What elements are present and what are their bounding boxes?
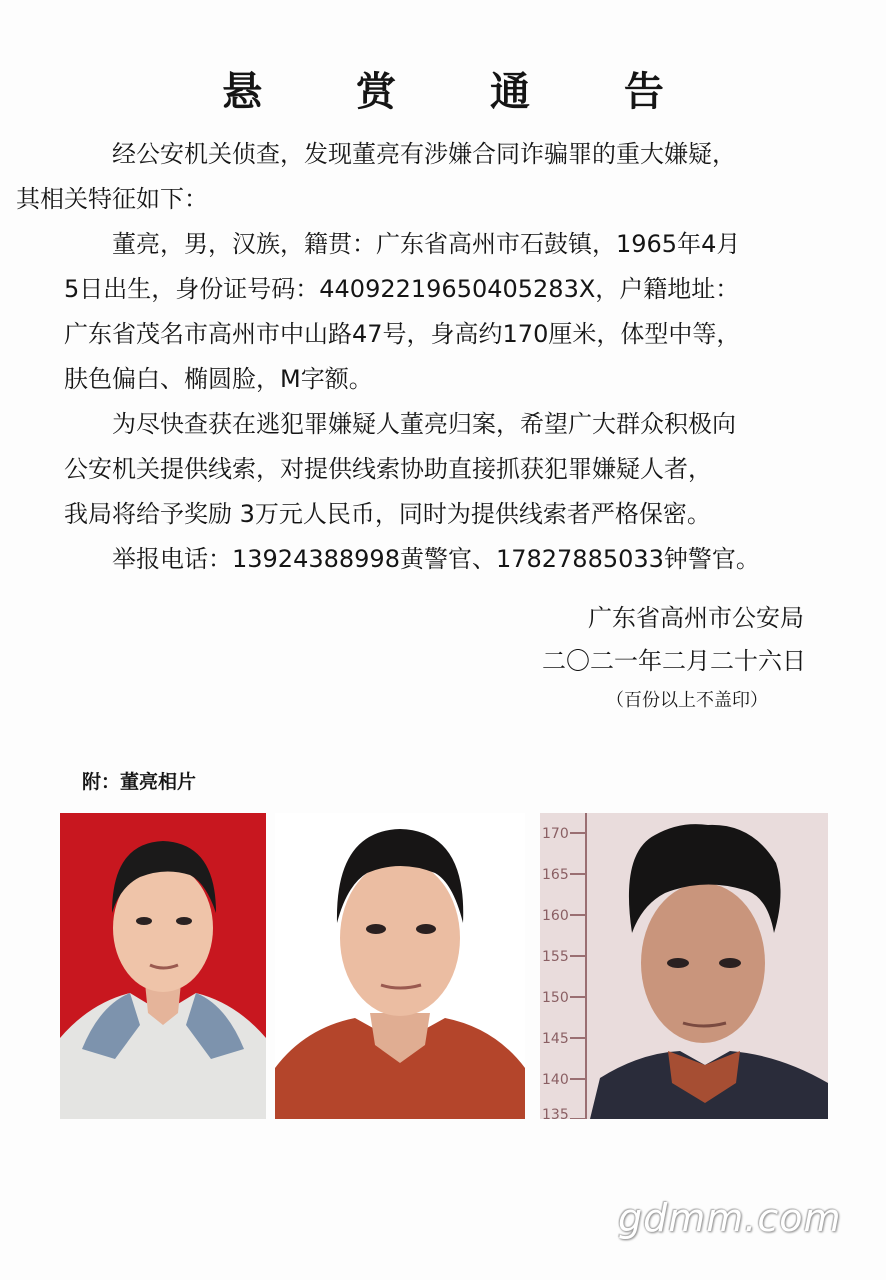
paragraph-2-line-4: 肤色偏白、椭圆脸，M字额。: [64, 365, 373, 393]
site-watermark: gdmm.com: [618, 1196, 842, 1240]
notice-title: 悬 赏 通 告: [222, 68, 704, 115]
paragraph-2: [64, 222, 834, 402]
paragraph-3-line-2: 公安机关提供线索，对提供线索协助直接抓获犯罪嫌疑人者，: [64, 455, 712, 483]
notice-body: [16, 132, 834, 582]
paragraph-2-line-2: 5日出生，身份证号码：44092219650405283X，户籍地址：: [64, 275, 740, 303]
scale-tick-135: 135: [542, 1107, 569, 1119]
stamp-note: （百份以上不盖印）: [606, 690, 768, 711]
paragraph-3-line-3: 我局将给予奖励 3万元人民币，同时为提供线索者严格保密。: [64, 500, 711, 528]
suspect-photo-2: [275, 813, 525, 1119]
suspect-photo-1: [60, 813, 266, 1119]
scale-tick-165: 165: [542, 867, 569, 883]
paragraph-2-line-1: 董亮，男，汉族，籍贯：广东省高州市石鼓镇，1965年4月: [112, 230, 741, 258]
scale-tick-150: 150: [542, 990, 569, 1006]
paragraph-1-line-1: 经公安机关侦查，发现董亮有涉嫌合同诈骗罪的重大嫌疑，: [112, 140, 736, 168]
scale-tick-160: 160: [542, 908, 569, 924]
paragraph-3: [64, 402, 834, 537]
suspect-photo-3: [540, 813, 828, 1119]
attachment-label: 附：董亮相片: [82, 771, 197, 793]
issue-date: 二〇二一年二月二十六日: [542, 647, 806, 675]
issuer-name: 广东省高州市公安局: [588, 604, 804, 632]
paragraph-2-line-3: 广东省茂名市高州市中山路47号，身高约170厘米，体型中等，: [64, 320, 741, 348]
paragraph-3-line-1: 为尽快查获在逃犯罪嫌疑人董亮归案，希望广大群众积极向: [112, 410, 736, 438]
paragraph-4: [64, 537, 834, 582]
scale-tick-155: 155: [542, 949, 569, 965]
tip-hotline: 举报电话：13924388998黄警官、17827885033钟警官。: [112, 545, 760, 573]
paragraph-1: [16, 132, 834, 222]
scale-tick-140: 140: [542, 1072, 569, 1088]
scale-tick-145: 145: [542, 1031, 569, 1047]
paragraph-1-line-2: 其相关特征如下：: [16, 185, 208, 213]
scale-tick-170: 170: [542, 826, 569, 842]
